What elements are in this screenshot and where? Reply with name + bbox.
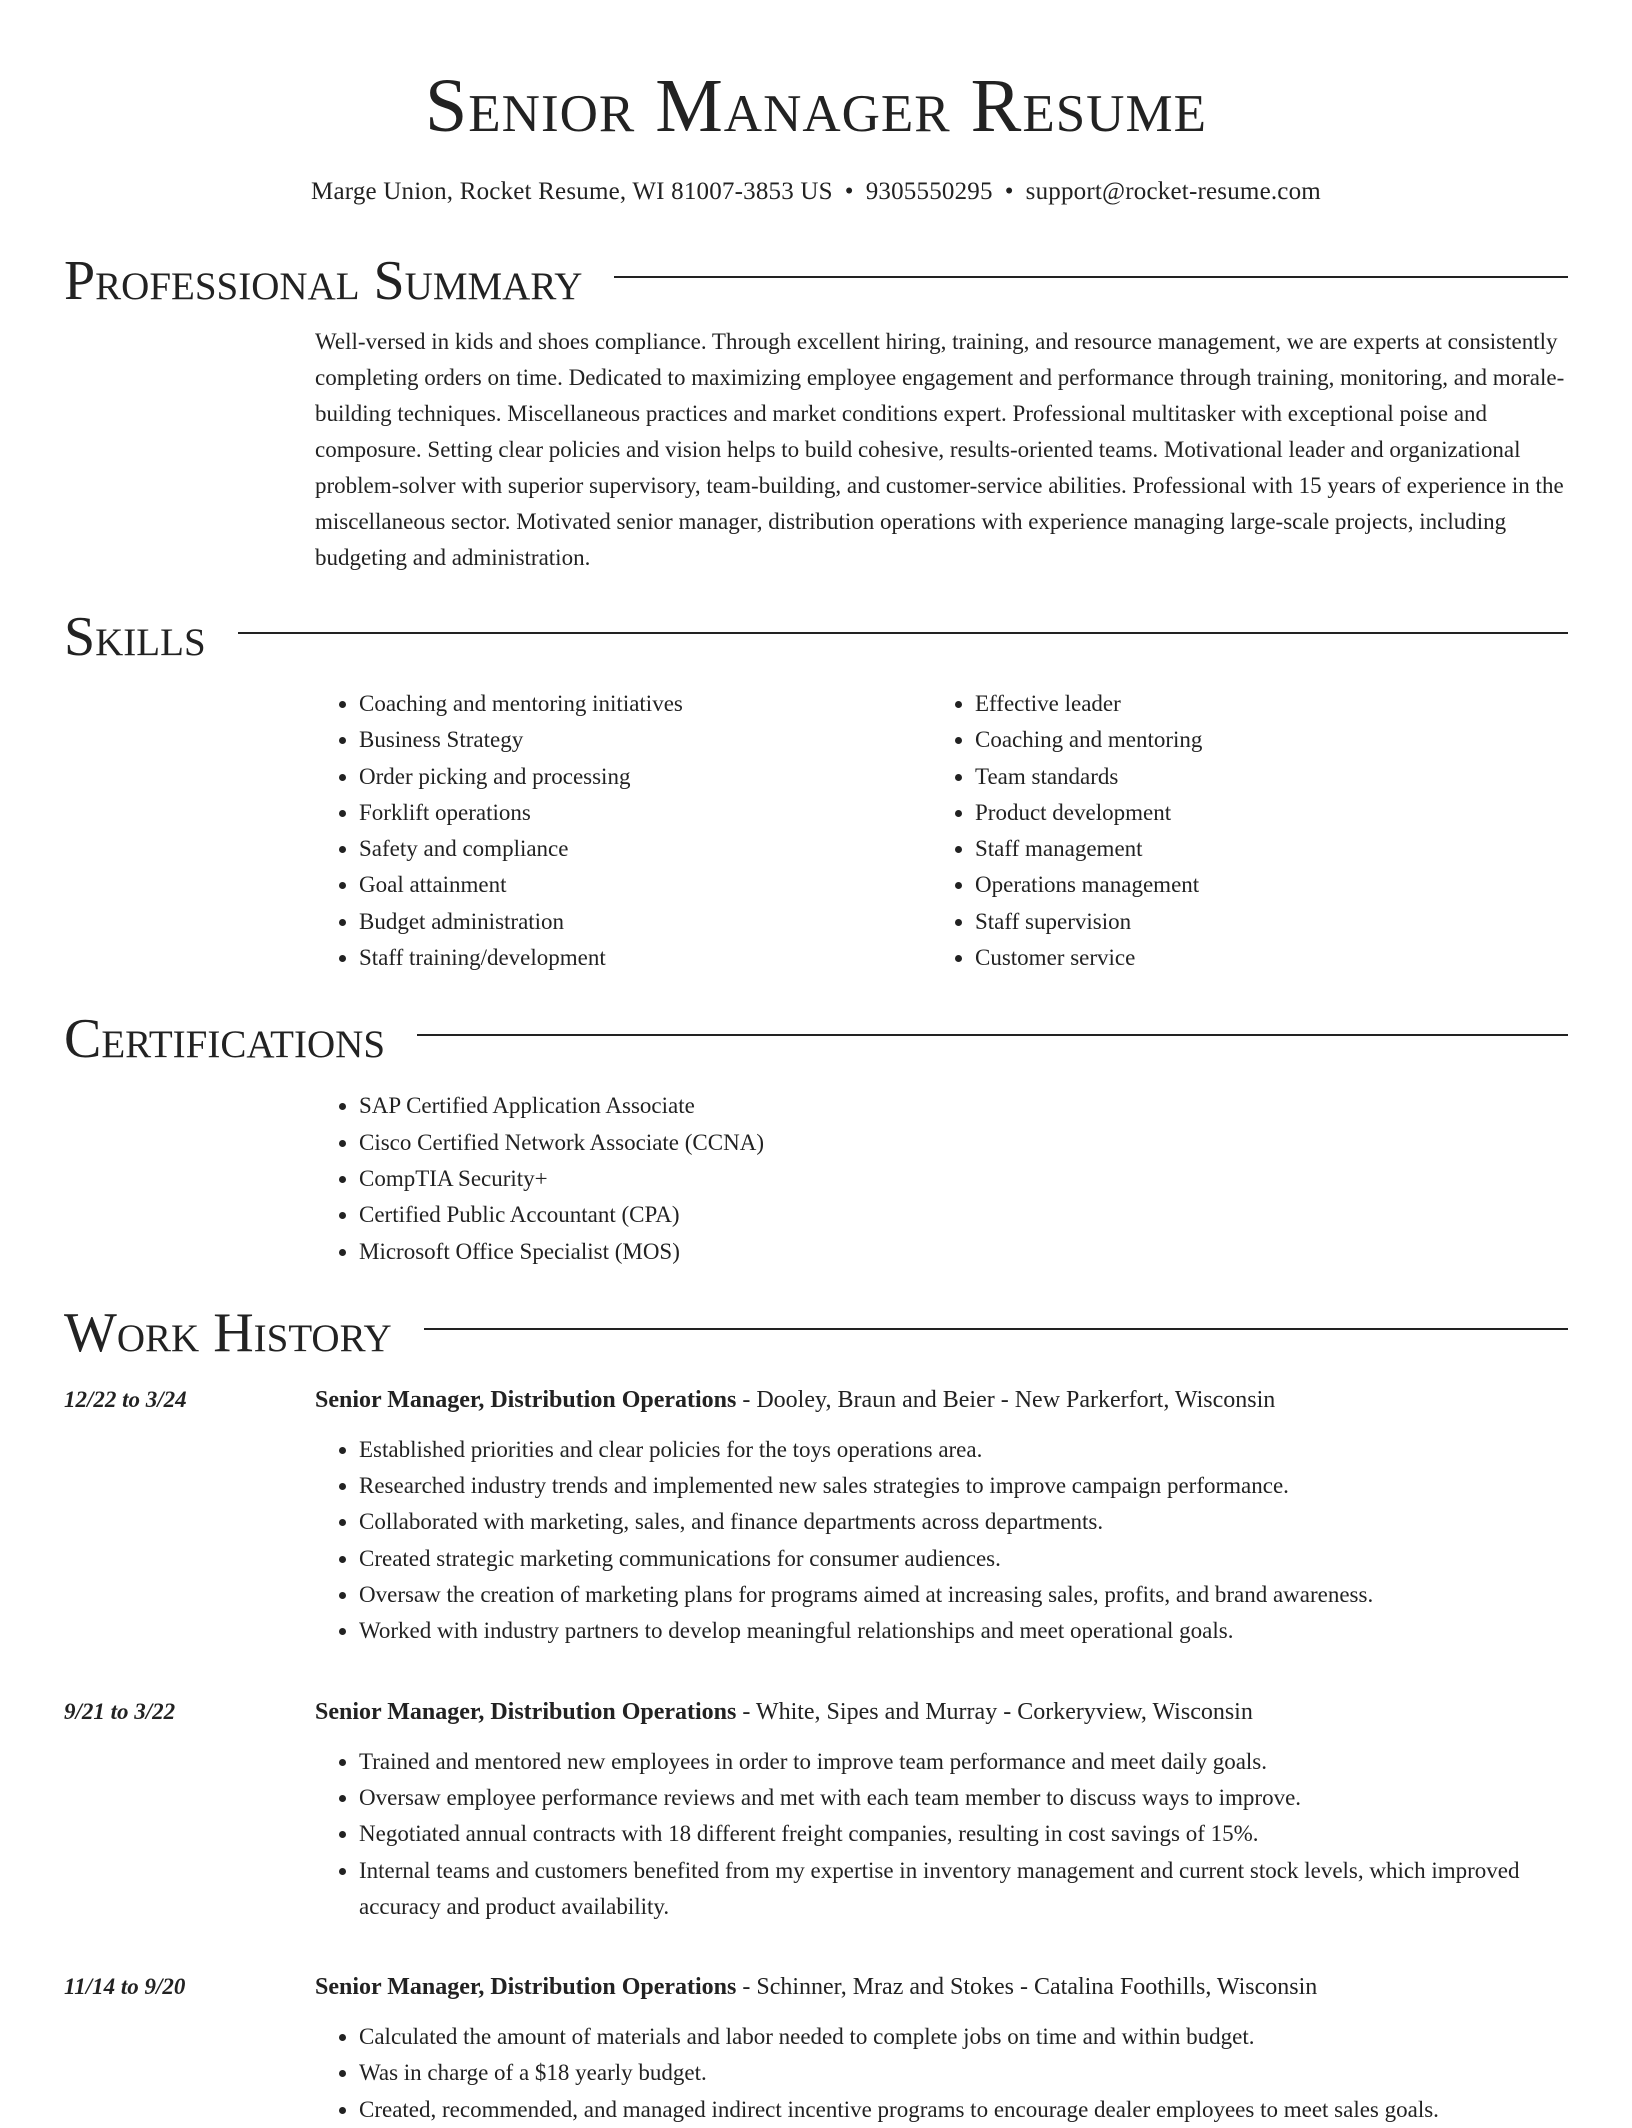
job-date: 12/22 to 3/24 (64, 1386, 187, 1412)
section-divider (238, 632, 1568, 634)
skill-item: • Operations management (975, 867, 1547, 903)
job-bullet: • Worked with industry partners to develop meaningful relationships and meet operational goals. (359, 1613, 1568, 1649)
skills-column-right (931, 686, 1547, 976)
skill-item: • Order picking and processing (359, 759, 931, 795)
skill-item: • Safety and compliance (359, 831, 931, 867)
summary-heading: Professional Summary (64, 250, 583, 312)
work-section-heading (64, 1298, 1568, 1368)
job-entry (64, 1694, 1568, 1925)
resume-page (64, 0, 1568, 2128)
job-role: Senior Manager, Distribution Operations (315, 1386, 737, 1413)
contact-separator: • (844, 178, 854, 205)
certifications-list (315, 1088, 1568, 1269)
certification-item: • Microsoft Office Specialist (MOS) (359, 1234, 1568, 1270)
skills-heading: Skills (64, 606, 206, 668)
contact-address: Marge Union, Rocket Resume, WI 81007-3853 US (311, 178, 833, 205)
skill-item: • Staff training/development (359, 940, 931, 976)
skills-list-right (931, 686, 1547, 976)
certifications-heading: Certifications (64, 1008, 386, 1071)
job-bullet: • Established priorities and clear policies for the toys operations area. (359, 1432, 1568, 1468)
skill-item: • Team standards (975, 759, 1547, 795)
job-company-location: - Schinner, Mraz and Stokes - Catalina Foothills, Wisconsin (736, 1974, 1318, 2001)
contact-separator: • (1004, 178, 1014, 205)
work-history-list (64, 1382, 1568, 2128)
skill-item: • Coaching and mentoring (975, 722, 1547, 758)
certification-item: • Cisco Certified Network Associate (CCNA) (359, 1125, 1568, 1161)
job-bullets (315, 1432, 1568, 1650)
section-divider (614, 276, 1568, 278)
contact-phone: 9305550295 (865, 178, 993, 205)
skills-column-left (315, 686, 931, 976)
job-body (315, 1694, 1568, 1925)
skill-item: • Customer service (975, 940, 1547, 976)
certification-item: • Certified Public Accountant (CPA) (359, 1197, 1568, 1233)
skill-item: • Staff management (975, 831, 1547, 867)
job-heading (315, 1969, 1568, 2005)
summary-section-heading (64, 246, 1568, 316)
skills-section-heading (64, 602, 1568, 672)
contact-line (64, 176, 1568, 208)
job-heading (315, 1382, 1568, 1418)
job-bullet: • Oversaw employee performance reviews and met with each team member to discuss ways to improve. (359, 1780, 1568, 1816)
summary-text: Well-versed in kids and shoes compliance. Through excellent hiring, training, and resource management, we are experts at consistently completing orders on time. Dedicated to maximizing employee engagement and performance through training, monitoring, and morale-building techniques. Miscellaneous practices and market conditions expert. Professional multitasker with exceptional poise and composure. Setting clear policies and vision helps to build cohesive, results-oriented teams. Motivational leader and organizational problem-solver with superior supervisory, team-building, and customer-service abilities. Professional with 15 years of experience in the miscellaneous sector. Motivated senior manager, distribution operations with experience managing large-scale projects, including budgeting and administration. (315, 329, 1565, 570)
contact-email: support@rocket-resume.com (1025, 178, 1321, 205)
job-date: 9/21 to 3/22 (64, 1698, 176, 1724)
skills-list-left (315, 686, 931, 976)
job-bullet: • Was in charge of a $18 yearly budget. (359, 2055, 1568, 2091)
job-bullet: • Created, recommended, and managed indirect incentive programs to encourage dealer employees to meet sales goals. (359, 2092, 1568, 2128)
certifications-block (315, 1088, 1568, 1269)
job-bullet: • Collaborated with marketing, sales, and finance departments across departments. (359, 1504, 1568, 1540)
job-bullet: • Calculated the amount of materials and labor needed to complete jobs on time and within budget. (359, 2019, 1568, 2055)
job-body (315, 1969, 1568, 2128)
job-bullet: • Internal teams and customers benefited from my expertise in inventory management and current stock levels, which improved accuracy and product availability. (359, 1853, 1568, 1926)
skills-columns (315, 686, 1568, 976)
resume-title: Senior Manager Resume (425, 64, 1207, 148)
job-bullet: • Created strategic marketing communications for consumer audiences. (359, 1541, 1568, 1577)
job-entry (64, 1382, 1568, 1650)
skill-item: • Coaching and mentoring initiatives (359, 686, 931, 722)
job-date: 11/14 to 9/20 (64, 1974, 186, 2000)
job-role: Senior Manager, Distribution Operations (315, 1698, 737, 1725)
job-company-location: - White, Sipes and Murray - Corkeryview, Wisconsin (736, 1698, 1253, 1725)
job-entry (64, 1969, 1568, 2128)
job-heading (315, 1694, 1568, 1730)
skill-item: • Product development (975, 795, 1547, 831)
certifications-section-heading (64, 1004, 1568, 1074)
section-divider (417, 1034, 1568, 1036)
section-divider (424, 1328, 1568, 1330)
job-bullet: • Trained and mentored new employees in order to improve team performance and meet daily goals. (359, 1744, 1568, 1780)
job-body (315, 1382, 1568, 1650)
job-bullet: • Researched industry trends and implemented new sales strategies to improve campaign performance. (359, 1468, 1568, 1504)
job-bullets (315, 1744, 1568, 1925)
job-role: Senior Manager, Distribution Operations (315, 1974, 737, 2001)
certification-item: • SAP Certified Application Associate (359, 1088, 1568, 1124)
job-bullet: • Negotiated annual contracts with 18 different freight companies, resulting in cost savings of 15%. (359, 1816, 1568, 1852)
certification-item: • CompTIA Security+ (359, 1161, 1568, 1197)
skill-item: • Forklift operations (359, 795, 931, 831)
skill-item: • Goal attainment (359, 867, 931, 903)
job-bullet: • Oversaw the creation of marketing plans for programs aimed at increasing sales, profits, and brand awareness. (359, 1577, 1568, 1613)
work-heading: Work History (64, 1301, 392, 1364)
skill-item: • Business Strategy (359, 722, 931, 758)
skill-item: • Budget administration (359, 904, 931, 940)
job-company-location: - Dooley, Braun and Beier - New Parkerfort, Wisconsin (736, 1386, 1276, 1413)
skill-item: • Effective leader (975, 686, 1547, 722)
skill-item: • Staff supervision (975, 904, 1547, 940)
